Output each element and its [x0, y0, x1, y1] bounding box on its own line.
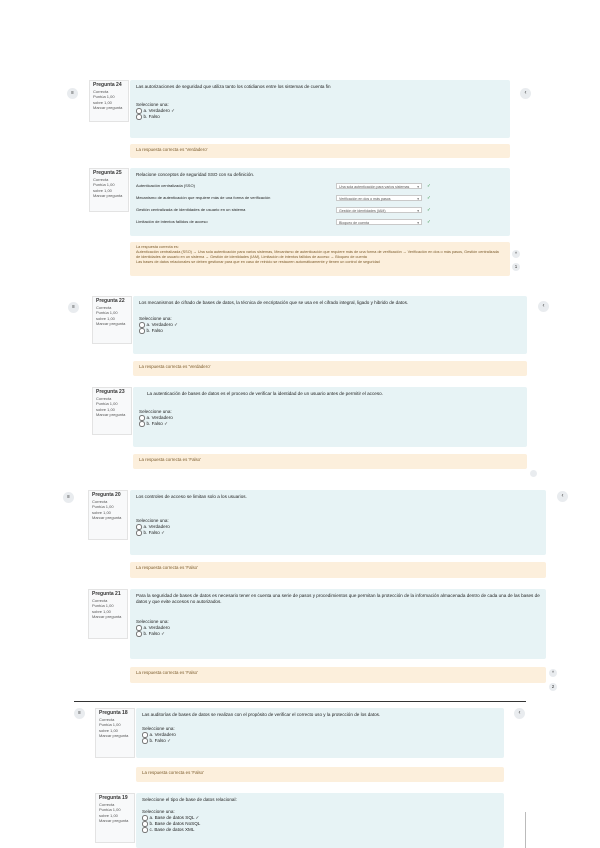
answer-prompt: Seleccione una:: [136, 102, 169, 107]
feedback-title: La respuesta correcta es:: [136, 245, 179, 249]
question-prompt: Las autorizaciones de seguridad que utiliza tanto los cotidianos entre los sistemas de cuenta fin: [136, 84, 331, 89]
radio-icon[interactable]: [139, 328, 145, 334]
question-grade: Puntúa 1,00 sobre 1,00: [99, 722, 121, 733]
match-row: [136, 207, 504, 219]
radio-icon[interactable]: [136, 524, 142, 530]
radio-icon[interactable]: [139, 421, 145, 427]
radio-icon[interactable]: [136, 108, 142, 114]
question-grade: Puntúa 1,00 sobre 1,00: [92, 504, 114, 515]
answer-prompt: Seleccione una:: [136, 619, 169, 624]
feedback-20: La respuesta correcta es 'Falso': [130, 562, 546, 578]
question-state: Correcta: [96, 395, 112, 401]
answer-prompt: Seleccione una:: [142, 809, 175, 814]
question-state: Correcta: [92, 597, 108, 603]
answer-option[interactable]: a. Verdadero: [142, 732, 498, 738]
feedback-text: Las bases de datos relacionales se deben gestionar para que en caso de reinicio se restauren automáticamente y tienen un control de seguridad: [136, 260, 380, 264]
answer-prompt: Seleccione una:: [139, 409, 172, 414]
radio-icon[interactable]: [142, 732, 148, 738]
flag-question-link[interactable]: Marcar pregunta: [92, 515, 122, 521]
question-state: Correcta: [99, 716, 115, 722]
checkmark-icon: ✓: [427, 183, 431, 188]
question-grade: Puntúa 1,00 sobre 1,00: [96, 310, 118, 321]
page-number-badge[interactable]: 2: [549, 683, 557, 691]
radio-icon[interactable]: [139, 415, 145, 421]
flag-question-link[interactable]: Marcar pregunta: [99, 818, 129, 824]
flag-question-link[interactable]: Marcar pregunta: [93, 193, 123, 199]
scroll-up-icon[interactable]: ^: [512, 250, 520, 258]
chevron-left-icon[interactable]: ‹: [520, 88, 531, 99]
radio-icon[interactable]: [142, 827, 148, 833]
answer-option[interactable]: b. Falso ✓: [139, 421, 521, 427]
question-info-25: [89, 168, 129, 212]
flag-question-link[interactable]: Marcar pregunta: [93, 105, 123, 111]
answer-option[interactable]: b. Base de datos NoSQL: [142, 821, 498, 827]
question-info-18: [95, 708, 135, 758]
question-info-23: [92, 387, 132, 435]
question-prompt: Los controles de acceso se limitan solo a los usuarios.: [136, 494, 247, 499]
question-text-22: [133, 296, 527, 354]
question-info-19: [95, 793, 135, 843]
answer-option[interactable]: b. Falso: [139, 328, 521, 334]
question-info-20: [88, 490, 128, 540]
answer-option[interactable]: b. Falso ✓: [136, 631, 540, 637]
feedback-25: [130, 242, 510, 276]
question-prompt: Relacione conceptos de seguridad SSO con su definición.: [136, 172, 255, 177]
question-prompt: La autenticación de bases de datos es el proceso de verificar la identidad de un usuario antes de permitir el acceso.: [147, 391, 383, 396]
answer-option[interactable]: a. Verdadero ✓: [136, 108, 504, 114]
scroll-up-icon[interactable]: [530, 470, 537, 477]
match-row: [136, 183, 504, 195]
radio-icon[interactable]: [136, 625, 142, 631]
match-select[interactable]: Una sola autenticación para varios sistemas ▾: [336, 183, 422, 189]
chevron-left-icon[interactable]: ‹: [557, 491, 568, 502]
feedback-18: La respuesta correcta es 'Falso': [136, 767, 504, 782]
question-number: Pregunta 22: [96, 298, 125, 304]
question-info-22: [92, 296, 132, 344]
answer-option[interactable]: a. Verdadero ✓: [139, 322, 521, 328]
answer-prompt: Seleccione una:: [136, 518, 169, 523]
radio-icon[interactable]: [136, 114, 142, 120]
match-label: Autenticación centralizada (SSO): [136, 183, 195, 188]
flag-question-link[interactable]: Marcar pregunta: [96, 321, 126, 327]
feedback-24: La respuesta correcta es 'Verdadero': [130, 144, 510, 158]
page-divider: [74, 701, 526, 702]
question-state: Correcta: [93, 176, 109, 182]
match-select[interactable]: Verificación en dos o más pasos ▾: [336, 195, 422, 201]
radio-icon[interactable]: [142, 815, 148, 821]
question-state: Correcta: [96, 304, 112, 310]
menu-toggle-icon[interactable]: ≡: [63, 492, 74, 503]
question-grade: Puntúa 1,00 sobre 1,00: [93, 94, 115, 105]
page-number-badge[interactable]: 1: [512, 263, 520, 271]
answer-option[interactable]: a. Base de datos SQL ✓: [142, 815, 498, 821]
question-number: Pregunta 19: [99, 795, 128, 801]
match-label: Limitación de intentos fallidos de acceso: [136, 219, 208, 224]
question-prompt: Seleccione el tipo de base de datos relacional:: [142, 797, 237, 802]
question-prompt: Las auditorías de bases de datos se realizan con el propósito de verificar el correcto uso y la protección de los datos.: [142, 712, 381, 717]
question-state: Correcta: [93, 88, 109, 94]
match-label: Mecanismo de autenticación que requiere más de una forma de verificación: [136, 195, 271, 200]
feedback-text: Autenticación centralizada (SSO) → Una sola autenticación para varios sistemas, Mecanismo de autenticación que requiere más de una forma de verificación → Verificación en dos o más pasos, Gestión centralizada de identidades de usuario en un sistema → Gestión de identidades (IAM), Limitación de intentos fallidos de acceso → Bloqueo de cuenta: [136, 250, 499, 259]
match-select[interactable]: Bloqueo de cuenta ▾: [336, 219, 422, 225]
question-number: Pregunta 20: [92, 492, 121, 498]
question-grade: Puntúa 1,00 sobre 1,00: [92, 603, 114, 614]
answer-option[interactable]: b. Falso ✓: [136, 530, 540, 536]
answer-option[interactable]: b. Falso ✓: [142, 738, 498, 744]
menu-toggle-icon[interactable]: ≡: [68, 302, 79, 313]
question-prompt: Los mecanismos de cifrado de bases de datos, la técnica de encriptación que se usa en el cifrado integral, ligado y hibrido de datos.: [139, 300, 409, 305]
radio-icon[interactable]: [136, 631, 142, 637]
menu-toggle-icon[interactable]: ≡: [74, 708, 85, 719]
question-text-25: [130, 168, 510, 236]
match-label: Gestión centralizada de identidades de usuario en un sistema: [136, 207, 246, 212]
scroll-up-icon[interactable]: ^: [549, 669, 557, 677]
match-select[interactable]: Gestión de identidades (IAM) ▾: [336, 207, 422, 213]
radio-icon[interactable]: [139, 322, 145, 328]
match-row: [136, 195, 504, 207]
question-info-24: [89, 80, 129, 122]
question-info-21: [88, 589, 128, 639]
answer-prompt: Seleccione una:: [142, 726, 175, 731]
question-grade: Puntúa 1,00 sobre 1,00: [96, 401, 118, 412]
question-text-21: [130, 589, 546, 659]
feedback-23: La respuesta correcta es 'Falso': [133, 454, 527, 469]
question-number: Pregunta 23: [96, 389, 125, 395]
question-state: Correcta: [99, 801, 115, 807]
question-text-18: [136, 708, 504, 758]
answer-option[interactable]: c. Base de datos XML: [142, 827, 498, 833]
answer-option[interactable]: a. Verdadero: [136, 524, 540, 530]
scrollbar-track[interactable]: [525, 812, 526, 848]
checkmark-icon: ✓: [427, 195, 431, 200]
question-text-24: [130, 80, 510, 138]
feedback-21: La respuesta correcta es 'Falso': [130, 667, 546, 683]
question-number: Pregunta 24: [93, 82, 122, 88]
question-prompt: Para la seguridad de bases de datos es necesario tener en cuenta una serie de pasos y procedimientos que permitan la protección de la información almacenada dentro de cada una de las bases de datos y que evite accesos no autorizados.: [136, 593, 540, 604]
menu-toggle-icon[interactable]: ≡: [67, 88, 78, 99]
flag-question-link[interactable]: Marcar pregunta: [92, 614, 122, 620]
flag-question-link[interactable]: Marcar pregunta: [99, 733, 129, 739]
question-grade: Puntúa 1,00 sobre 1,00: [99, 807, 121, 818]
question-state: Correcta: [92, 498, 108, 504]
question-number: Pregunta 21: [92, 591, 121, 597]
chevron-left-icon[interactable]: ‹: [514, 708, 525, 719]
feedback-22: La respuesta correcta es 'Verdadero': [133, 361, 527, 376]
flag-question-link[interactable]: Marcar pregunta: [96, 412, 126, 418]
question-number: Pregunta 25: [93, 170, 122, 176]
checkmark-icon: ✓: [427, 219, 431, 224]
answer-prompt: Seleccione una:: [139, 316, 172, 321]
question-text-20: [130, 490, 546, 555]
checkmark-icon: ✓: [427, 207, 431, 212]
question-text-19: [136, 793, 504, 848]
radio-icon[interactable]: [136, 530, 142, 536]
question-text-23: [133, 387, 527, 447]
radio-icon[interactable]: [142, 821, 148, 827]
answer-option[interactable]: a. Verdadero: [136, 625, 540, 631]
answer-option[interactable]: b. Falso: [136, 114, 504, 120]
question-grade: Puntúa 1,00 sobre 1,00: [93, 182, 115, 193]
chevron-left-icon[interactable]: ‹: [538, 301, 549, 312]
match-row: [136, 219, 504, 231]
radio-icon[interactable]: [142, 738, 148, 744]
question-number: Pregunta 18: [99, 710, 128, 716]
answer-option[interactable]: a. Verdadero: [139, 415, 521, 421]
